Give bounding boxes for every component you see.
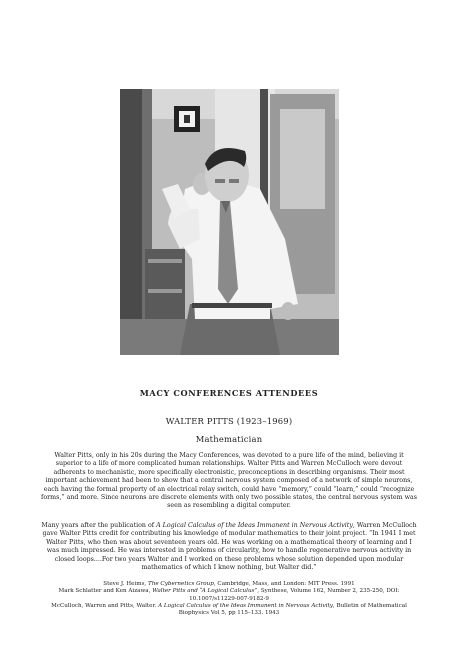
- reference-authors: McCulloch, Warren and Pitts, Walter.: [51, 602, 159, 609]
- bio-paragraph-2-title: A Logical Calculus of the Ideas Immanent in Nervous Activity: [156, 522, 353, 529]
- portrait-photo: [120, 89, 339, 355]
- reference-details: , Synthese, Volume 162, Number 2, 235-250, DOI: 10.1007/s11229-007-9182-9: [189, 588, 400, 602]
- reference-title: A Logical Calculus of the Ideas Immanent in Nervous Activity: [158, 602, 333, 609]
- references: [40, 581, 418, 617]
- person-name: WALTER PITTS (1923–1969): [165, 416, 293, 426]
- reference-authors: Steve J. Heims,: [103, 581, 148, 587]
- reference-title: The Cybernetics Group: [148, 581, 214, 587]
- section-heading: MACY CONFERENCES ATTENDEES: [139, 388, 319, 398]
- reference-title: Walter Pitts and “A Logical Calculus”: [152, 588, 258, 595]
- bio-paragraph-2-pre: Many years after the publication of: [41, 522, 157, 529]
- reference-details: , Bulletin of Mathematical Biophysics Vol 5, pp 115–133. 1943: [178, 602, 407, 617]
- reference-details: , Cambridge, Mass, and London: MIT Press. 1991: [213, 581, 355, 587]
- bio-paragraph-2-post: , Warren McCulloch gave Walter Pitts credit for contributing his knowledge of modular mathematics to their joint project. “In 1941 I met Walter Pitts, who then was about seventeen years old. He was working on a mathematical theory of learning and I was much impressed. He was interested in problems of circularity, how to handle regenerative nervous activity in closed loops....For two years Walter and I worked on these problems whose solution depended upon modular mathematics of which I knew nothing, but Walter did.”: [42, 522, 417, 572]
- reference-authors: Mark Schlatter and Ken Aizawa,: [58, 588, 153, 595]
- reference-item: [40, 588, 418, 603]
- bio-paragraph-1: Walter Pitts, only in his 20s during the Macy Conferences, was devoted to a pure life of the mind, believing it superior to a life of more complicated human relationships. Walter Pitts and Warren McCulloch were devout adherents to mechanistic, more specifically electronistic, preconceptions in describing organisms. Their most important achievement had been to show that a central nervous system composed of a network of simple neurons, each having the formal property of an electrical relay switch, could have “memory,” could “learn,” could “recognize forms,” and more. Since neurons are discrete elements with only two possible states, the central nervous system was seen as resembling a digital computer.: [41, 452, 417, 510]
- person-role: Mathematician: [195, 434, 263, 444]
- bio-paragraph-2: [40, 522, 418, 572]
- reference-item: [40, 603, 418, 618]
